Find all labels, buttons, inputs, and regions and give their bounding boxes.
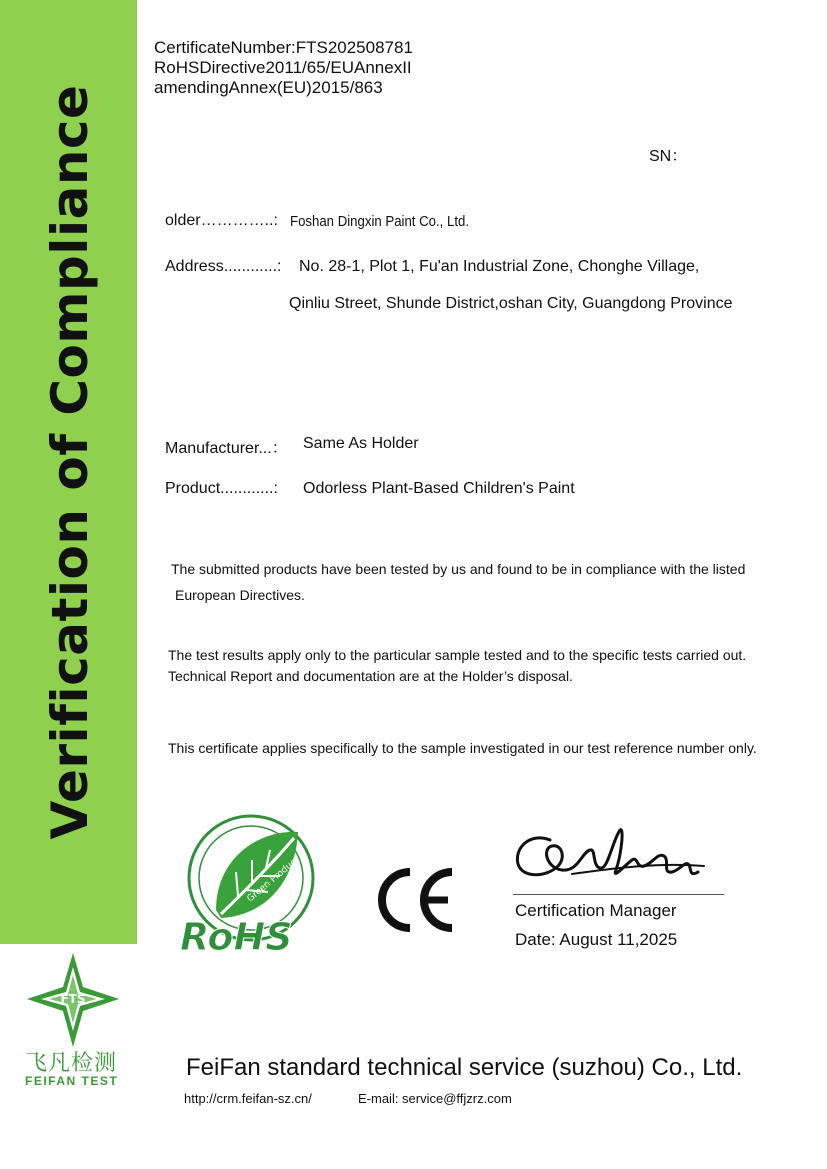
- statement-2-line-2: Technical Report and documentation are at the Holder’s disposal.: [168, 668, 573, 684]
- ce-c-shape: [382, 872, 410, 928]
- company-name: FeiFan standard technical service (suzhou) Co., Ltd.: [186, 1054, 743, 1081]
- address-label: Address............:: [165, 258, 282, 275]
- rohs-arc-text: Green Product: [245, 855, 302, 905]
- signature-image: [512, 822, 707, 894]
- address-line-1: No. 28-1, Plot 1, Fu'an Industrial Zone, Chonghe Village,: [299, 258, 700, 275]
- statement-3: This certificate applies specifically to the sample investigated in our test reference number only.: [168, 740, 757, 756]
- statement-2-line-1: The test results apply only to the particular sample tested and to the specific tests carried out.: [168, 647, 747, 663]
- fts-star-logo: [27, 953, 119, 1047]
- signature-stroke: [517, 830, 698, 875]
- fts-badge-text: FTS: [60, 992, 86, 1006]
- rohs-text: RoHS: [180, 915, 293, 956]
- vertical-title: Verification of Compliance: [41, 84, 99, 840]
- website-link[interactable]: http://crm.feifan-sz.cn/: [184, 1091, 312, 1106]
- manufacturer-value: Same As Holder: [303, 435, 419, 452]
- manufacturer-label: Manufacturer...：: [165, 440, 288, 457]
- product-label: Product............:: [165, 480, 278, 497]
- certificate-header: [154, 38, 413, 98]
- email-link[interactable]: E-mail: service@ffjzrz.com: [358, 1091, 512, 1106]
- directive-line-1: RoHSDirective2011/65/EUAnnexII: [154, 58, 412, 77]
- address-line-2: Qinliu Street, Shunde District,oshan City, Guangdong Province: [289, 295, 733, 312]
- product-value: Odorless Plant-Based Children's Paint: [303, 480, 575, 497]
- certificate-date: Date: August 11,2025: [515, 930, 678, 949]
- certificate-number: CertificateNumber:FTS202508781: [154, 38, 413, 57]
- sn-label: SN：: [649, 148, 688, 165]
- rohs-logo: [176, 810, 326, 956]
- holder-value: Foshan Dingxin Paint Co., Ltd.: [290, 213, 470, 230]
- directive-line-2: amendingAnnex(EU)2015/863: [154, 78, 383, 97]
- signatory-role: Certification Manager: [515, 901, 677, 920]
- signature-line: [513, 894, 724, 895]
- statement-1-line-1: The submitted products have been tested by us and found to be in compliance with the listed: [171, 561, 746, 577]
- statement-1-line-2: European Directives.: [175, 587, 305, 603]
- ce-mark-icon: [376, 866, 456, 934]
- feifan-chinese-name: 飞凡检测: [25, 1050, 118, 1075]
- holder-label: older…………..:: [165, 212, 278, 229]
- feifan-english-name: FEIFAN TEST: [25, 1074, 119, 1088]
